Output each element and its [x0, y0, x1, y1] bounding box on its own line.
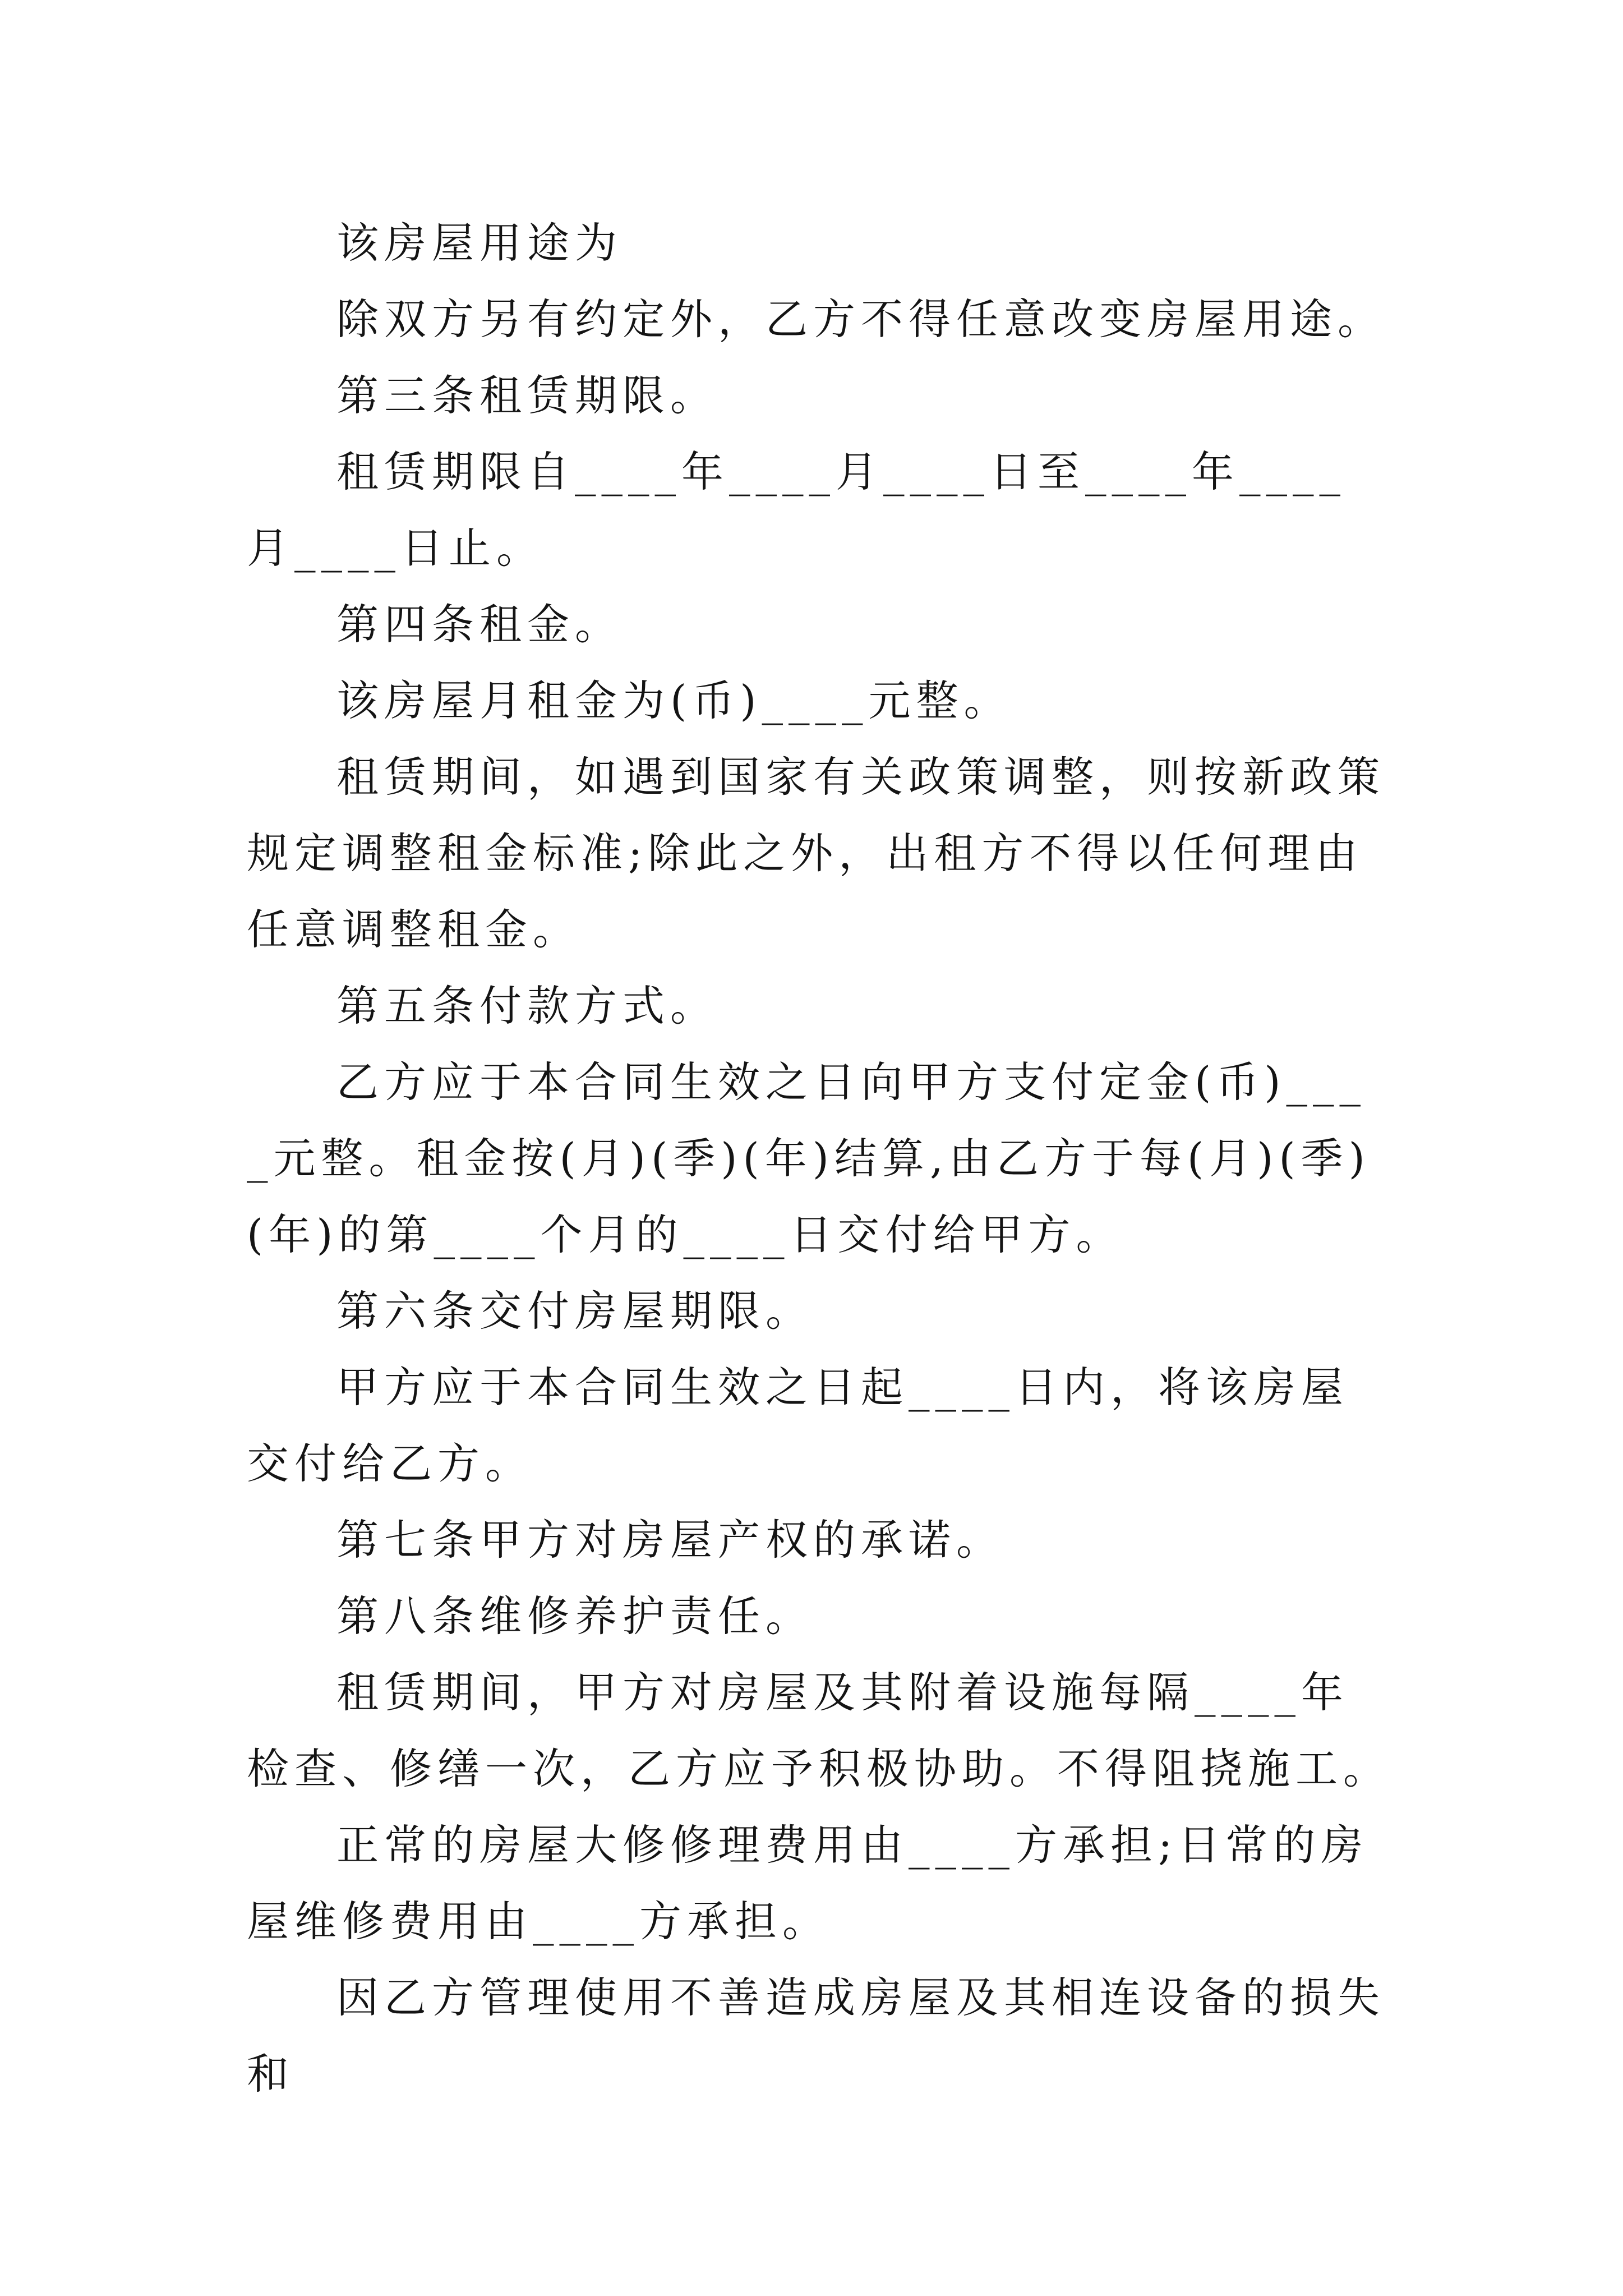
- heading-article-3: 第三条租赁期限。: [336, 371, 718, 420]
- paragraph-monthly-rent: 该房屋月租金为(币)____元整。: [336, 676, 1012, 725]
- paragraph-payment-method: 乙方应于本合同生效之日向甲方支付定金(币)____元整。租金按(月)(季)(年)结算,由乙方于每(月)(季)(年)的第____个月的____日交付给甲方。: [247, 1057, 1371, 1259]
- heading-article-8: 第八条维修养护责任。: [336, 1591, 814, 1641]
- paragraph-inspection: 租赁期间，甲方对房屋及其附着设施每隔____年检查、修缮一次，乙方应予积极协助。不得阻挠施工。: [247, 1668, 1391, 1793]
- heading-article-7: 第七条甲方对房屋产权的承诺。: [336, 1515, 1004, 1565]
- paragraph-repair-costs: 正常的房屋大修修理费用由____方承担;日常的房屋维修费用由____方承担。: [247, 1820, 1369, 1946]
- paragraph-usage: 该房屋用途为: [336, 218, 623, 268]
- heading-article-5: 第五条付款方式。: [336, 981, 718, 1030]
- paragraph-usage-restriction: 除双方另有约定外，乙方不得任意改变房屋用途。: [336, 295, 1386, 344]
- heading-article-6: 第六条交付房屋期限。: [336, 1286, 814, 1336]
- paragraph-lease-term: 租赁期限自____年____月____日至____年____月____日止。: [247, 447, 1347, 573]
- paragraph-damage-liability: 因乙方管理使用不善造成房屋及其相连设备的损失和: [247, 1973, 1386, 2099]
- heading-article-4: 第四条租金。: [336, 600, 623, 649]
- document-body: [247, 205, 1391, 2112]
- paragraph-delivery-term: 甲方应于本合同生效之日起____日内，将该房屋交付给乙方。: [247, 1363, 1349, 1488]
- paragraph-rent-adjustment: 租赁期间，如遇到国家有关政策调整，则按新政策规定调整租金标准;除此之外，出租方不得以任何理由任意调整租金。: [247, 752, 1386, 954]
